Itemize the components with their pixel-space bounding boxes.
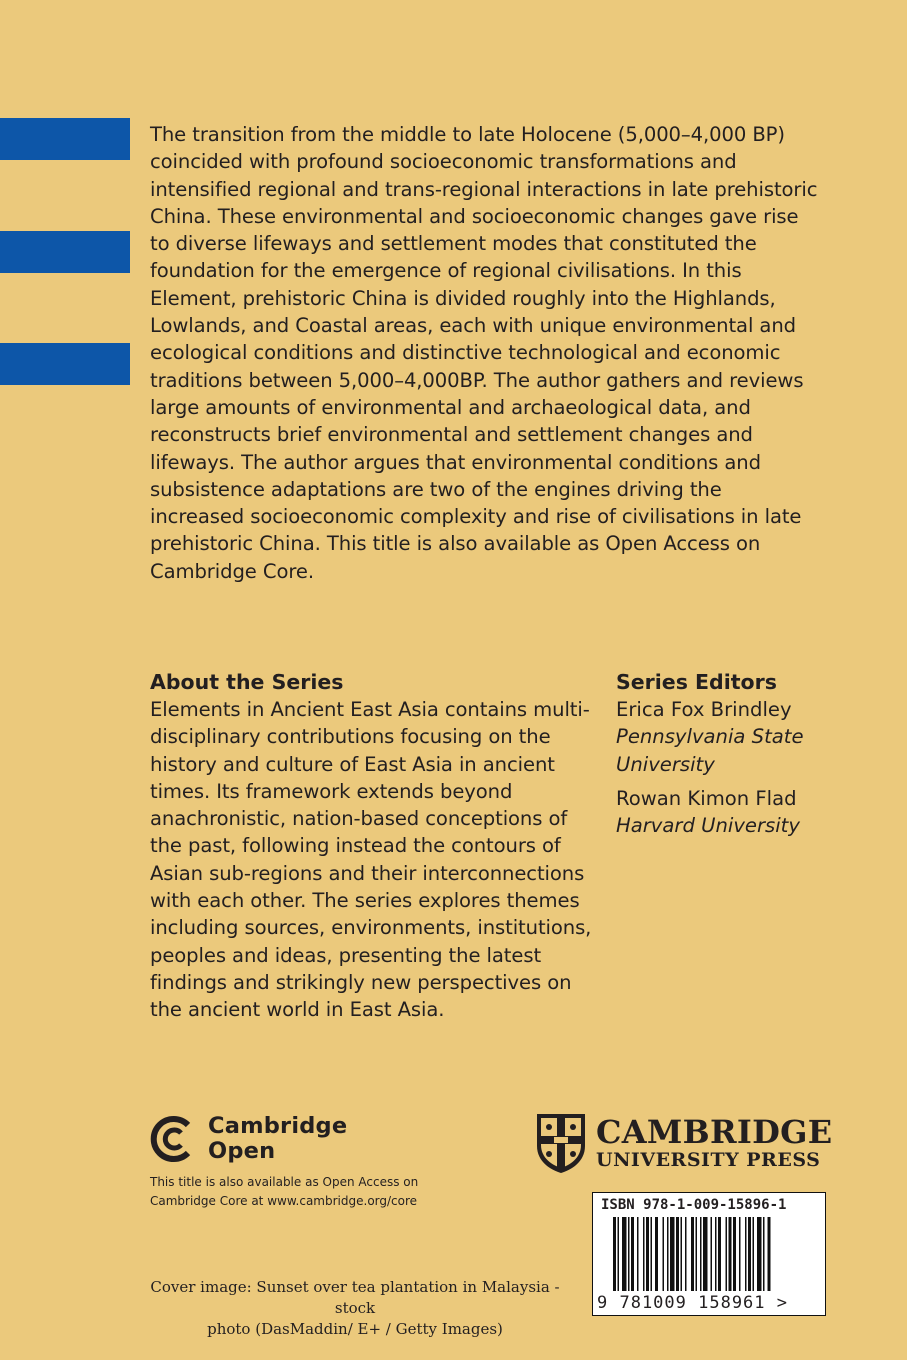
barcode-bar xyxy=(670,1217,675,1291)
barcode-bar xyxy=(651,1217,653,1291)
barcode-bar xyxy=(768,1217,771,1291)
barcode-bar xyxy=(667,1217,669,1291)
blue-stripe-middle xyxy=(0,231,130,273)
barcode-digits: 9 781009 158961 > xyxy=(597,1293,788,1313)
editor-name: Rowan Kimon Flad xyxy=(616,786,797,810)
barcode-bar xyxy=(703,1217,708,1291)
publisher-subtitle: UNIVERSITY PRESS xyxy=(596,1149,821,1171)
cambridge-open-icon xyxy=(150,1116,196,1162)
editor-entry xyxy=(616,785,876,840)
open-access-note-line-1: This title is also available as Open Access on xyxy=(150,1175,419,1189)
editor-name: Erica Fox Brindley xyxy=(616,698,792,721)
barcode-bar xyxy=(718,1217,721,1291)
barcode-bar xyxy=(726,1217,728,1291)
publisher-name: CAMBRIDGE xyxy=(596,1113,833,1151)
series-editors-heading: Series Editors xyxy=(616,670,777,694)
barcode-bar xyxy=(663,1217,665,1291)
barcode-bar xyxy=(691,1217,694,1291)
about-series-section xyxy=(150,668,600,1024)
cambridge-open-logo xyxy=(150,1114,450,1164)
about-series-heading: About the Series xyxy=(150,670,344,694)
barcode-bar xyxy=(739,1217,741,1291)
barcode-bar xyxy=(628,1217,630,1291)
barcode-bar xyxy=(700,1217,702,1291)
cambridge-open-word-1: Cambridge xyxy=(208,1113,348,1139)
cover-image-credit xyxy=(150,1277,560,1340)
barcode-bar xyxy=(757,1217,762,1291)
blue-stripe-top xyxy=(0,118,130,160)
barcode-bar xyxy=(613,1217,616,1291)
barcode-bar xyxy=(729,1217,732,1291)
barcode-bar xyxy=(618,1217,620,1291)
cambridge-open-word-2: Open xyxy=(208,1138,276,1164)
editor-entry xyxy=(616,696,876,778)
cambridge-open-block xyxy=(150,1114,450,1211)
barcode-bar xyxy=(637,1217,639,1291)
book-blurb: The transition from the middle to late Holocene (5,000–4,000 BP) coincided with profound socioeconomic transformations and intensified regional and trans-regional interactions in late prehistoric China. These environmental and socioeconomic changes gave rise to diverse lifeways and settlement modes that constituted the foundation for the emergence of regional civilisations. In this Element, prehistoric China is divided roughly into the Highlands, Lowlands, and Coastal areas, each with unique environmental and ecological conditions and distinctive technological and economic traditions between 5,000–4,000BP. The author gathers and reviews large amounts of environmental and archaeological data, and reconstructs brief environmental and settlement changes and lifeways. The author argues that environmental conditions and subsistence adaptations are two of the engines driving the increased socioeconomic complexity and rise of civilisations in late prehistoric China. This title is also available as Open Access on Cambridge Core. xyxy=(150,123,818,583)
barcode-bar xyxy=(748,1217,751,1291)
barcode-bar xyxy=(676,1217,679,1291)
barcode-bar xyxy=(715,1217,717,1291)
barcode-bar xyxy=(622,1217,627,1291)
crest-shield-icon xyxy=(535,1112,587,1174)
cambridge-university-press-logo xyxy=(535,1112,833,1174)
cover-credit-line-1: Cover image: Sunset over tea plantation in Malaysia - stock xyxy=(150,1278,560,1317)
isbn-barcode xyxy=(592,1192,826,1316)
barcode-bar xyxy=(753,1217,755,1291)
blue-stripe-bottom xyxy=(0,343,130,385)
open-access-note-line-2: Cambridge Core at www.cambridge.org/core xyxy=(150,1194,418,1208)
series-editors-section xyxy=(616,668,876,846)
barcode-bars xyxy=(613,1217,809,1291)
about-series-text: Elements in Ancient East Asia contains multi-disciplinary contributions focusing on the history and culture of East Asia in ancient times. Its framework extends beyond anachronistic, nation-based conceptions of the past, following instead the contours of Asian sub-regions and their interconnections with each other. The series explores themes including sources, environments, institutions, peoples and ideas, presenting the latest findings and strikingly new perspectives on the ancient world in East Asia. xyxy=(150,698,592,1022)
barcode-bar xyxy=(745,1217,747,1291)
barcode-bar xyxy=(681,1217,683,1291)
barcode-bar xyxy=(655,1217,658,1291)
open-access-note xyxy=(150,1173,450,1211)
barcode-bar xyxy=(711,1217,713,1291)
barcode-bar xyxy=(733,1217,736,1291)
isbn-label: ISBN 978-1-009-15896-1 xyxy=(601,1197,787,1213)
cover-credit-line-2: photo (DasMaddin/ E+ / Getty Images) xyxy=(207,1320,503,1338)
barcode-bar xyxy=(631,1217,634,1291)
editor-affiliation: Harvard University xyxy=(616,814,800,838)
barcode-bar xyxy=(643,1217,645,1291)
editor-affiliation: Pennsylvania State University xyxy=(616,725,804,776)
barcode-bar xyxy=(763,1217,765,1291)
barcode-bar xyxy=(696,1217,698,1291)
barcode-bar xyxy=(646,1217,649,1291)
barcode-bar xyxy=(685,1217,687,1291)
